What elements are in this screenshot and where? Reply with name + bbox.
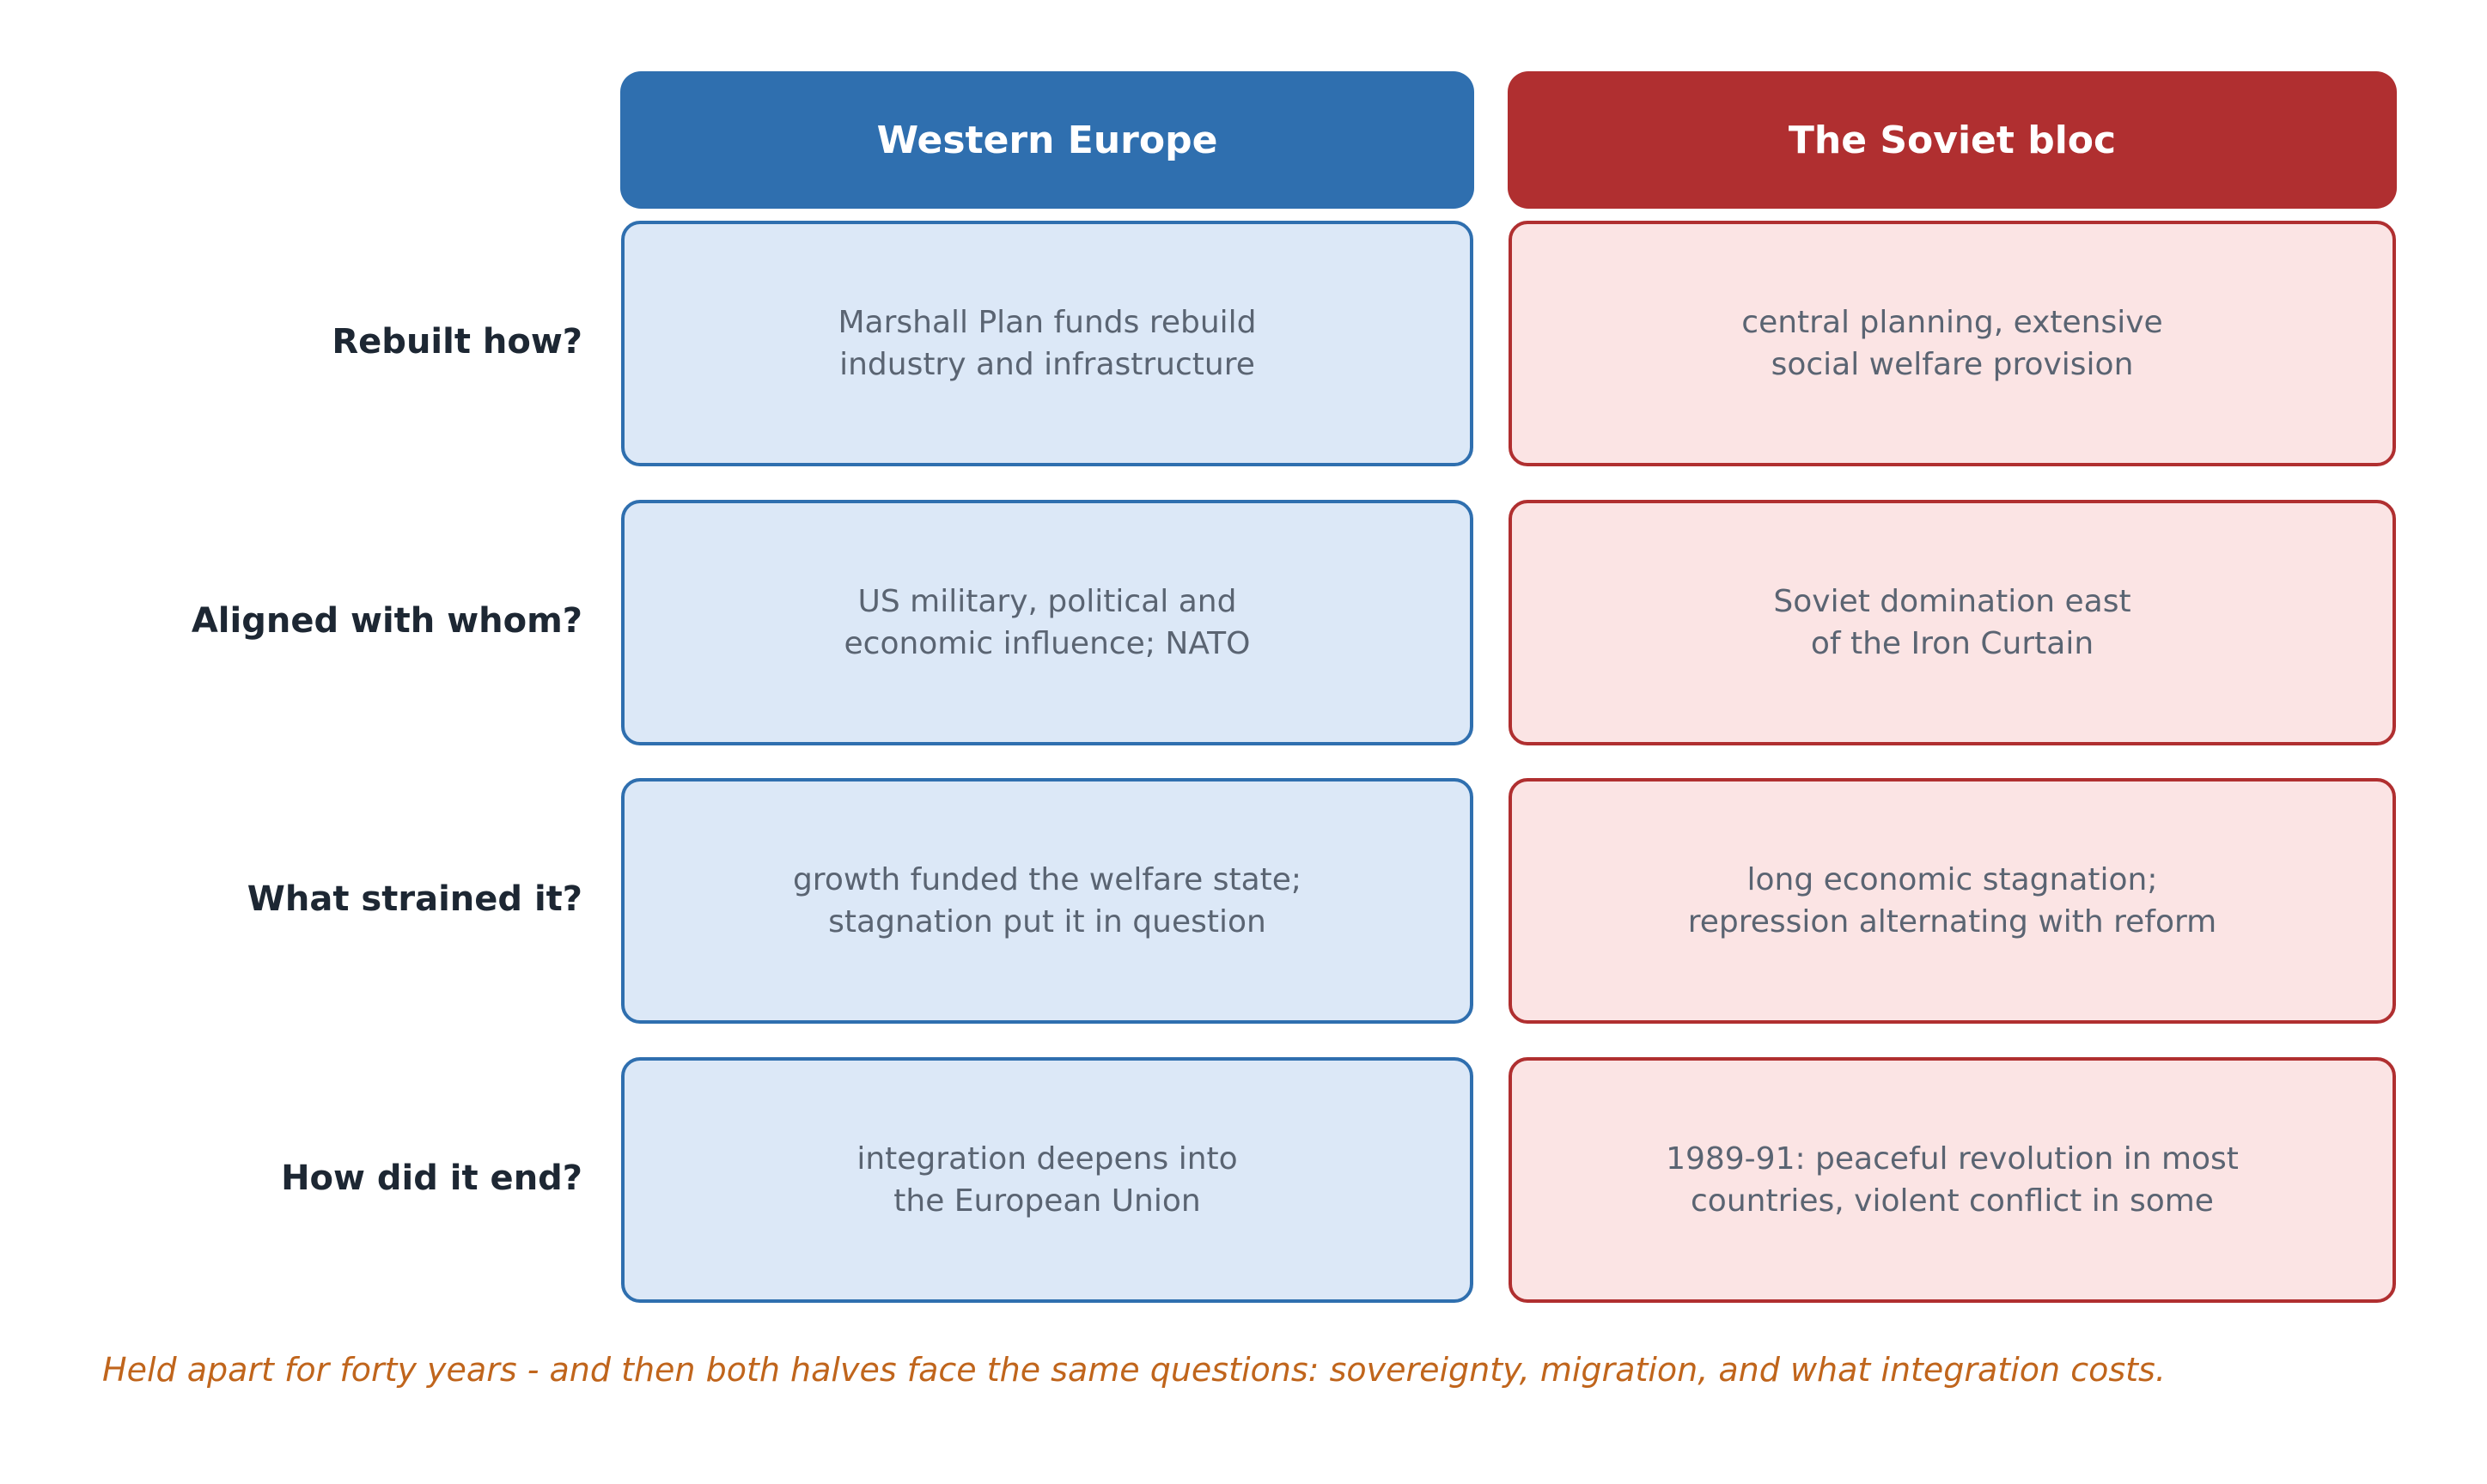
cell-west-aligned xyxy=(621,500,1473,745)
cell-text: 1989-91: peaceful revolution in most countries, violent conflict in some xyxy=(1666,1141,2239,1219)
row-label-rebuilt-how: Rebuilt how? xyxy=(332,322,582,362)
cell-text: Soviet domination east of the Iron Curtain xyxy=(1773,584,2131,661)
cell-text: growth funded the welfare state; stagnation put it in question xyxy=(792,862,1302,940)
row-label-how-did-it-end: How did it end? xyxy=(281,1159,582,1198)
cell-text: US military, political and economic influence; NATO xyxy=(844,584,1251,661)
column-header-western-europe xyxy=(620,71,1474,209)
cell-text: integration deepens into the European Union xyxy=(856,1141,1238,1219)
column-header-soviet-bloc xyxy=(1508,71,2397,209)
footer-note: Held apart for forty years - and then both halves face the same questions: sovereignty, migration, and what integration costs. xyxy=(102,1351,2166,1389)
cell-text: central planning, extensive social welfare provision xyxy=(1741,305,2163,382)
cell-text: long economic stagnation; repression alternating with reform xyxy=(1687,862,2217,940)
cell-east-aligned xyxy=(1509,500,2396,745)
row-label-what-strained-it: What strained it? xyxy=(247,879,582,919)
cell-east-strained xyxy=(1509,778,2396,1024)
cell-east-rebuilt xyxy=(1509,221,2396,466)
cell-west-rebuilt xyxy=(621,221,1473,466)
column-header-label: The Soviet bloc xyxy=(1788,118,2117,162)
cell-text: Marshall Plan funds rebuild industry and infrastructure xyxy=(838,305,1257,382)
cell-west-strained xyxy=(621,778,1473,1024)
row-label-aligned-with-whom: Aligned with whom? xyxy=(191,601,582,641)
cell-east-ending xyxy=(1509,1057,2396,1303)
column-header-label: Western Europe xyxy=(876,118,1218,162)
cell-west-ending xyxy=(621,1057,1473,1303)
